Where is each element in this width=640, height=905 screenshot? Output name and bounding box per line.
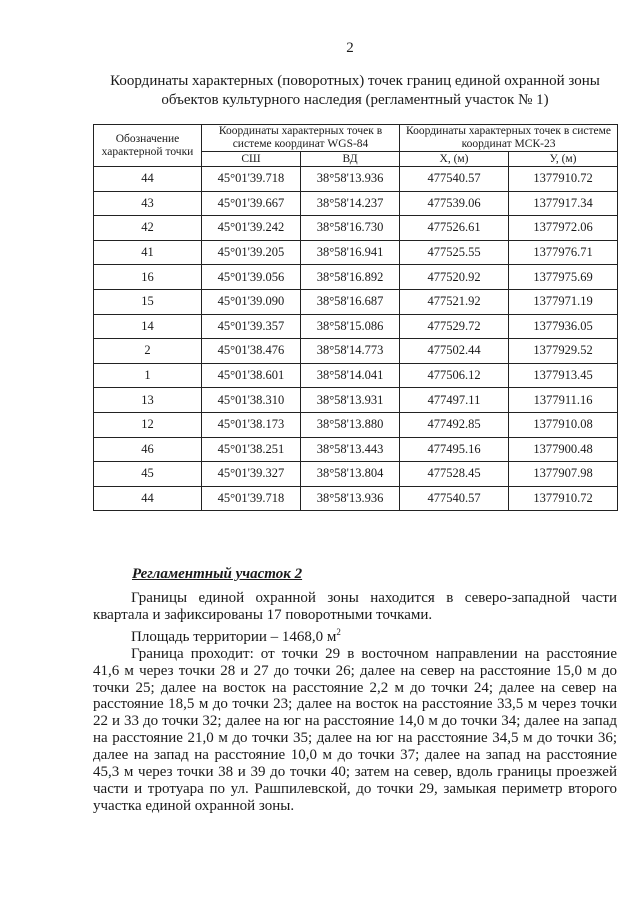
table-row — [94, 167, 618, 192]
table-row — [94, 265, 618, 290]
cell-x: 477525.55 — [400, 240, 509, 265]
cell-sh: 45°01'39.718 — [202, 486, 301, 511]
header-point: Обозначение характерной точки — [94, 125, 202, 167]
cell-sh: 45°01'39.718 — [202, 167, 301, 192]
table-row — [94, 191, 618, 216]
cell-point: 16 — [94, 265, 202, 290]
cell-y: 1377976.71 — [509, 240, 618, 265]
cell-y: 1377910.72 — [509, 486, 618, 511]
cell-vd: 38°58'13.936 — [301, 167, 400, 192]
table-row — [94, 388, 618, 413]
cell-x: 477526.61 — [400, 216, 509, 241]
paragraph-boundaries: Границы единой охранной зоны находится в северо-западной части квартала и зафиксированы 17 поворотными точками. — [93, 590, 617, 623]
section-title: Регламентный участок 2 — [132, 566, 303, 582]
cell-x: 477540.57 — [400, 167, 509, 192]
cell-point: 2 — [94, 339, 202, 364]
title-line-1: Координаты характерных (поворотных) точек границ единой охранной зоны — [110, 73, 600, 89]
cell-sh: 45°01'39.357 — [202, 314, 301, 339]
cell-sh: 45°01'39.242 — [202, 216, 301, 241]
header-sh: СШ — [202, 152, 301, 167]
cell-sh: 45°01'38.251 — [202, 437, 301, 462]
section-body — [93, 590, 617, 815]
cell-y: 1377936.05 — [509, 314, 618, 339]
cell-y: 1377900.48 — [509, 437, 618, 462]
cell-vd: 38°58'14.237 — [301, 191, 400, 216]
table-row — [94, 462, 618, 487]
cell-y: 1377929.52 — [509, 339, 618, 364]
cell-x: 477506.12 — [400, 363, 509, 388]
table-row — [94, 240, 618, 265]
cell-y: 1377972.06 — [509, 216, 618, 241]
cell-x: 477528.45 — [400, 462, 509, 487]
cell-point: 44 — [94, 167, 202, 192]
table-row — [94, 339, 618, 364]
cell-point: 41 — [94, 240, 202, 265]
cell-vd: 38°58'15.086 — [301, 314, 400, 339]
page-number: 2 — [346, 40, 354, 56]
cell-point: 45 — [94, 462, 202, 487]
cell-point: 42 — [94, 216, 202, 241]
cell-vd: 38°58'13.880 — [301, 412, 400, 437]
cell-point: 43 — [94, 191, 202, 216]
cell-point: 15 — [94, 289, 202, 314]
table-row — [94, 216, 618, 241]
cell-vd: 38°58'13.936 — [301, 486, 400, 511]
cell-y: 1377910.72 — [509, 167, 618, 192]
table-row — [94, 289, 618, 314]
table-body — [94, 167, 618, 511]
cell-point: 13 — [94, 388, 202, 413]
table-row — [94, 363, 618, 388]
cell-x: 477497.11 — [400, 388, 509, 413]
cell-y: 1377910.08 — [509, 412, 618, 437]
title-line-2: объектов культурного наследия (регламентный участок № 1) — [161, 92, 549, 108]
cell-sh: 45°01'38.601 — [202, 363, 301, 388]
cell-sh: 45°01'39.205 — [202, 240, 301, 265]
cell-y: 1377911.16 — [509, 388, 618, 413]
cell-x: 477502.44 — [400, 339, 509, 364]
cell-vd: 38°58'14.773 — [301, 339, 400, 364]
cell-sh: 45°01'38.173 — [202, 412, 301, 437]
document-title — [95, 72, 615, 110]
cell-x: 477492.85 — [400, 412, 509, 437]
cell-vd: 38°58'13.443 — [301, 437, 400, 462]
cell-x: 477540.57 — [400, 486, 509, 511]
header-y: У, (м) — [509, 152, 618, 167]
header-vd: ВД — [301, 152, 400, 167]
cell-x: 477539.06 — [400, 191, 509, 216]
cell-sh: 45°01'39.090 — [202, 289, 301, 314]
cell-y: 1377975.69 — [509, 265, 618, 290]
cell-vd: 38°58'16.687 — [301, 289, 400, 314]
paragraph-area — [93, 624, 617, 646]
cell-y: 1377913.45 — [509, 363, 618, 388]
cell-y: 1377917.34 — [509, 191, 618, 216]
cell-vd: 38°58'16.730 — [301, 216, 400, 241]
cell-sh: 45°01'39.327 — [202, 462, 301, 487]
cell-vd: 38°58'13.931 — [301, 388, 400, 413]
coordinates-table — [93, 124, 618, 511]
cell-x: 477529.72 — [400, 314, 509, 339]
cell-y: 1377907.98 — [509, 462, 618, 487]
cell-vd: 38°58'14.041 — [301, 363, 400, 388]
cell-x: 477520.92 — [400, 265, 509, 290]
cell-point: 1 — [94, 363, 202, 388]
cell-x: 477521.92 — [400, 289, 509, 314]
area-text: Площадь территории – 1468,0 м — [131, 628, 337, 645]
table-row — [94, 486, 618, 511]
cell-point: 44 — [94, 486, 202, 511]
area-unit-superscript: 2 — [336, 626, 341, 637]
cell-vd: 38°58'13.804 — [301, 462, 400, 487]
cell-point: 46 — [94, 437, 202, 462]
header-msk23: Координаты характерных точек в системе координат МСК-23 — [400, 125, 618, 152]
cell-point: 12 — [94, 412, 202, 437]
table-row — [94, 314, 618, 339]
header-x: Х, (м) — [400, 152, 509, 167]
table-row — [94, 412, 618, 437]
header-wgs84: Координаты характерных точек в системе координат WGS-84 — [202, 125, 400, 152]
cell-vd: 38°58'16.941 — [301, 240, 400, 265]
cell-x: 477495.16 — [400, 437, 509, 462]
cell-sh: 45°01'38.310 — [202, 388, 301, 413]
cell-sh: 45°01'39.056 — [202, 265, 301, 290]
cell-y: 1377971.19 — [509, 289, 618, 314]
cell-sh: 45°01'39.667 — [202, 191, 301, 216]
table-row — [94, 437, 618, 462]
paragraph-route: Граница проходит: от точки 29 в восточном направлении на расстояние 41,6 м через точки 28 и 27 до точки 26; далее на север на расстояние 15,0 м до точки 25; далее на восток на расстояние 2,2 м до точки 24; далее на север на расстояние 18,5 м до точки 23; далее на восток на расстояние 33,5 м через точки 22 и 33 до точки 32; далее на юг на расстояние 14,0 м до точки 34; далее на запад на расстояние 21,0 м до точки 35; далее на юг на расстояние 34,5 м до точки 36; далее на запад на расстояние 10,0 м до точки 37; далее на запад на расстояние 45,3 м через точки 38 и 39 до точки 40; затем на север, вдоль границы проезжей части и тротуара по ул. Рашпилевской, до точки 29, замыкая периметр второго участка единой охранной зоны. — [93, 645, 617, 814]
cell-point: 14 — [94, 314, 202, 339]
cell-sh: 45°01'38.476 — [202, 339, 301, 364]
cell-vd: 38°58'16.892 — [301, 265, 400, 290]
